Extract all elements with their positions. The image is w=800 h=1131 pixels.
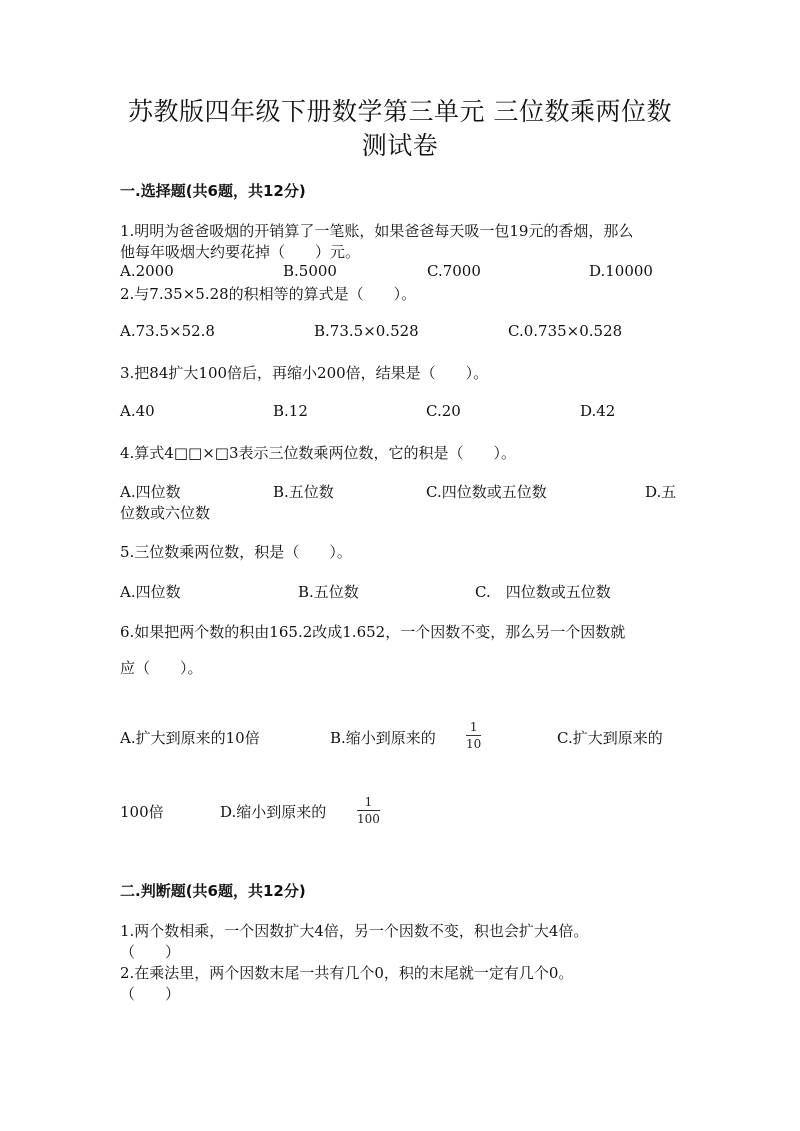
question-5-option-c[interactable]: C. 四位数或五位数 xyxy=(475,583,611,601)
question-3-option-d[interactable]: D.42 xyxy=(580,402,616,420)
question-3-option-a[interactable]: A.40 xyxy=(120,402,155,420)
question-2-option-c[interactable]: C.0.735×0.528 xyxy=(508,322,623,340)
judge-2-blank[interactable]: （ ） xyxy=(120,985,181,1003)
question-4-option-d-cont: 位数或六位数 xyxy=(120,504,211,522)
question-2-option-a[interactable]: A.73.5×52.8 xyxy=(120,322,215,340)
fraction-denominator: 100 xyxy=(357,812,380,826)
section-heading-true-false: 二.判断题(共6题，共12分) xyxy=(120,882,306,900)
question-1-option-d[interactable]: D.10000 xyxy=(589,262,653,280)
question-5-text: 5.三位数乘两位数，积是（ ）。 xyxy=(120,543,352,561)
question-1-text: 1.明明为爸爸吸烟的开销算了一笔账，如果爸爸每天吸一包19元的香烟，那么 xyxy=(120,222,634,240)
fraction-one-hundredth xyxy=(357,795,380,826)
judge-1-text: 1.两个数相乘，一个因数扩大4倍，另一个因数不变，积也会扩大4倍。 xyxy=(120,922,589,940)
page-title-line2: 测试卷 xyxy=(361,131,439,160)
question-4-option-b[interactable]: B.五位数 xyxy=(273,483,334,501)
question-6-option-b[interactable]: B.缩小到原来的 xyxy=(330,729,436,747)
question-1-option-c[interactable]: C.7000 xyxy=(427,262,481,280)
question-6-option-c-cont: 100倍 xyxy=(120,803,164,821)
question-3-option-b[interactable]: B.12 xyxy=(273,402,308,420)
question-6-option-c[interactable]: C.扩大到原来的 xyxy=(557,729,663,747)
fraction-one-tenth xyxy=(466,720,481,751)
question-1-option-a[interactable]: A.2000 xyxy=(120,262,174,280)
fraction-numerator: 1 xyxy=(364,795,373,809)
fraction-numerator: 1 xyxy=(469,720,478,734)
fraction-bar xyxy=(357,810,380,811)
page-title: 苏教版四年级下册数学第三单元 三位数乘两位数 xyxy=(128,97,672,126)
judge-1-blank[interactable]: （ ） xyxy=(120,943,181,961)
question-6-option-d[interactable]: D.缩小到原来的 xyxy=(220,803,327,821)
question-3-text: 3.把84扩大100倍后，再缩小200倍，结果是（ ）。 xyxy=(120,364,489,382)
question-2-text: 2.与7.35×5.28的积相等的算式是（ ）。 xyxy=(120,285,417,303)
question-6-text: 6.如果把两个数的积由165.2改成1.652，一个因数不变，那么另一个因数就 xyxy=(120,623,626,641)
question-2-option-b[interactable]: B.73.5×0.528 xyxy=(314,322,419,340)
question-1-option-b[interactable]: B.5000 xyxy=(283,262,337,280)
question-4-option-a[interactable]: A.四位数 xyxy=(120,483,181,501)
question-1-text-cont: 他每年吸烟大约要花掉（ ）元。 xyxy=(120,243,361,261)
question-4-text: 4.算式4□□×□3表示三位数乘两位数，它的积是（ ）。 xyxy=(120,444,516,462)
question-6-option-a[interactable]: A.扩大到原来的10倍 xyxy=(120,729,260,747)
question-5-option-b[interactable]: B.五位数 xyxy=(298,583,359,601)
question-3-option-c[interactable]: C.20 xyxy=(426,402,461,420)
section-heading-choice: 一.选择题(共6题，共12分) xyxy=(120,182,306,200)
fraction-bar xyxy=(466,735,481,736)
fraction-denominator: 10 xyxy=(466,737,482,751)
question-4-option-d[interactable]: D.五 xyxy=(645,483,677,501)
question-5-option-a[interactable]: A.四位数 xyxy=(120,583,181,601)
question-6-text-cont: 应（ ）。 xyxy=(120,659,203,677)
judge-2-text: 2.在乘法里，两个因数末尾一共有几个0，积的末尾就一定有几个0。 xyxy=(120,964,574,982)
question-4-option-c[interactable]: C.四位数或五位数 xyxy=(426,483,547,501)
